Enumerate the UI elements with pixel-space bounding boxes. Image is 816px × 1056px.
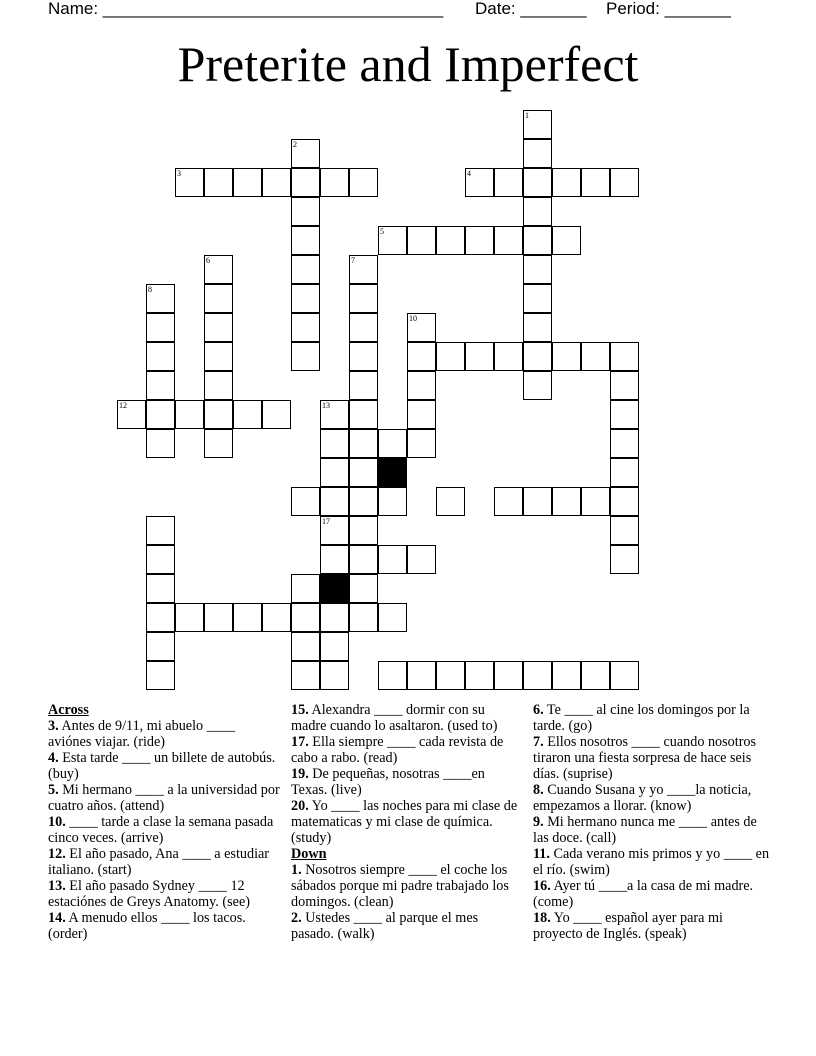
grid-cell[interactable]	[494, 342, 523, 371]
grid-cell[interactable]	[146, 603, 175, 632]
grid-cell[interactable]	[610, 458, 639, 487]
clue-item	[533, 782, 773, 814]
grid-cell[interactable]	[378, 226, 407, 255]
clue-item-number: 5.	[48, 782, 59, 798]
grid-cell[interactable]	[175, 168, 204, 197]
grid-cell[interactable]	[233, 400, 262, 429]
grid-cell[interactable]	[291, 168, 320, 197]
clue-number: 7	[351, 256, 355, 265]
grid-cell[interactable]	[552, 342, 581, 371]
clue-item	[291, 766, 523, 798]
grid-cell[interactable]	[523, 226, 552, 255]
grid-cell[interactable]	[204, 342, 233, 371]
clue-item-text: Mi hermano nunca me ____ antes de las doce. (call)	[533, 814, 757, 846]
grid-cell[interactable]	[146, 574, 175, 603]
grid-cell[interactable]	[407, 371, 436, 400]
grid-cell[interactable]	[349, 487, 378, 516]
grid-cell[interactable]	[581, 168, 610, 197]
clue-item-number: 12.	[48, 846, 66, 862]
clue-item-text: A menudo ellos ____ los tacos. (order)	[48, 910, 246, 942]
clue-item-number: 2.	[291, 910, 302, 926]
grid-cell[interactable]	[523, 284, 552, 313]
clue-item	[291, 798, 523, 846]
clue-item-number: 16.	[533, 878, 551, 894]
grid-cell[interactable]	[320, 429, 349, 458]
clue-item	[533, 846, 773, 878]
grid-cell[interactable]	[349, 168, 378, 197]
clue-item-number: 9.	[533, 814, 544, 830]
grid-cell[interactable]	[291, 255, 320, 284]
grid-cell[interactable]	[320, 168, 349, 197]
clue-item-text: Ellos nosotros ____ cuando nosotros tiraron una fiesta sorpresa de hace seis días. (suprise)	[533, 734, 757, 782]
grid-cell[interactable]	[262, 400, 291, 429]
page-title: Preterite and Imperfect	[177, 36, 639, 92]
clue-number: 6	[206, 256, 210, 265]
grid-cell[interactable]	[465, 226, 494, 255]
clues-column-1	[48, 702, 280, 942]
clues-column-3	[533, 702, 773, 942]
grid-cell[interactable]	[233, 168, 262, 197]
clue-number: 4	[467, 169, 471, 178]
grid-cell[interactable]	[407, 342, 436, 371]
grid-cell[interactable]	[465, 342, 494, 371]
grid-cell[interactable]	[349, 284, 378, 313]
grid-cell[interactable]	[407, 313, 436, 342]
grid-cell[interactable]	[494, 168, 523, 197]
grid-cell[interactable]	[175, 400, 204, 429]
grid-cell[interactable]	[291, 139, 320, 168]
grid-cell[interactable]	[291, 574, 320, 603]
grid-cell[interactable]	[320, 487, 349, 516]
grid-cell[interactable]	[436, 661, 465, 690]
grid-cell[interactable]	[349, 603, 378, 632]
grid-cell[interactable]	[320, 400, 349, 429]
clue-item-number: 18.	[533, 910, 551, 926]
clue-item-text: Esta tarde ____ un billete de autobús. (buy)	[48, 750, 276, 782]
clue-item-number: 6.	[533, 702, 544, 718]
grid-cell[interactable]	[378, 661, 407, 690]
clue-number: 5	[380, 227, 384, 236]
black-cell	[320, 574, 349, 603]
grid-cell[interactable]	[581, 487, 610, 516]
grid-cell[interactable]	[146, 661, 175, 690]
clue-item-text: Alexandra ____ dormir con su madre cuando lo asaltaron. (used to)	[291, 702, 498, 734]
grid-cell[interactable]	[146, 342, 175, 371]
grid-cell[interactable]	[407, 545, 436, 574]
grid-cell[interactable]	[378, 545, 407, 574]
clue-number: 17	[322, 517, 330, 526]
grid-cell[interactable]	[494, 226, 523, 255]
grid-cell[interactable]	[523, 110, 552, 139]
grid-cell[interactable]	[494, 487, 523, 516]
grid-cell[interactable]	[523, 197, 552, 226]
across-clue-list	[48, 718, 280, 942]
grid-cell[interactable]	[407, 661, 436, 690]
date-field[interactable]: Date: _______	[475, 0, 587, 18]
clue-item-number: 15.	[291, 702, 309, 718]
grid-cell[interactable]	[610, 400, 639, 429]
clue-item-text: ____ tarde a clase la semana pasada cinco veces. (arrive)	[48, 814, 274, 846]
grid-cell[interactable]	[523, 313, 552, 342]
clue-item	[48, 878, 280, 910]
grid-cell[interactable]	[146, 632, 175, 661]
clue-item	[48, 910, 280, 942]
grid-cell[interactable]	[204, 255, 233, 284]
grid-cell[interactable]	[407, 400, 436, 429]
grid-cell[interactable]	[436, 342, 465, 371]
grid-cell[interactable]	[146, 429, 175, 458]
grid-cell[interactable]	[610, 371, 639, 400]
grid-cell[interactable]	[146, 516, 175, 545]
clue-item-text: Ella siempre ____ cada revista de cabo a rabo. (read)	[291, 734, 504, 766]
grid-cell[interactable]	[349, 313, 378, 342]
grid-cell[interactable]	[523, 139, 552, 168]
clue-item	[291, 734, 523, 766]
grid-cell[interactable]	[291, 313, 320, 342]
grid-cell[interactable]	[349, 429, 378, 458]
period-field[interactable]: Period: _______	[606, 0, 731, 18]
clue-number: 3	[177, 169, 181, 178]
grid-cell[interactable]	[523, 342, 552, 371]
clue-item-text: El año pasado Sydney ____ 12 estaciónes de Greys Anatomy. (see)	[48, 878, 250, 910]
grid-cell[interactable]	[233, 603, 262, 632]
grid-cell[interactable]	[204, 313, 233, 342]
clue-item	[48, 750, 280, 782]
grid-cell[interactable]	[204, 284, 233, 313]
grid-cell[interactable]	[523, 487, 552, 516]
grid-cell[interactable]	[320, 545, 349, 574]
grid-cell[interactable]	[523, 661, 552, 690]
grid-cell[interactable]	[117, 400, 146, 429]
grid-cell[interactable]	[291, 487, 320, 516]
grid-cell[interactable]	[291, 226, 320, 255]
grid-cell[interactable]	[610, 487, 639, 516]
grid-cell[interactable]	[291, 661, 320, 690]
clue-item	[291, 862, 523, 910]
clue-item-text: Mi hermano ____ a la universidad por cuatro años. (attend)	[48, 782, 280, 814]
clue-number: 2	[293, 140, 297, 149]
down-heading: Down	[291, 846, 327, 862]
grid-cell[interactable]	[175, 603, 204, 632]
grid-cell[interactable]	[552, 168, 581, 197]
clues-column-2	[291, 702, 523, 942]
clue-number: 13	[322, 401, 330, 410]
grid-cell[interactable]	[291, 342, 320, 371]
grid-cell[interactable]	[320, 661, 349, 690]
grid-cell[interactable]	[523, 168, 552, 197]
grid-cell[interactable]	[320, 516, 349, 545]
clue-item-text: Ustedes ____ al parque el mes pasado. (walk)	[291, 910, 479, 942]
grid-cell[interactable]	[523, 255, 552, 284]
grid-cell[interactable]	[407, 226, 436, 255]
grid-cell[interactable]	[552, 661, 581, 690]
clue-item-text: Cada verano mis primos y yo ____ en el río. (swim)	[533, 846, 770, 878]
grid-cell[interactable]	[610, 516, 639, 545]
grid-cell[interactable]	[291, 284, 320, 313]
grid-cell[interactable]	[291, 197, 320, 226]
grid-cell[interactable]	[146, 313, 175, 342]
grid-cell[interactable]	[465, 168, 494, 197]
grid-cell[interactable]	[610, 429, 639, 458]
grid-cell[interactable]	[581, 342, 610, 371]
grid-cell[interactable]	[465, 661, 494, 690]
grid-cell[interactable]	[436, 226, 465, 255]
down-clue-list	[291, 862, 523, 942]
grid-cell[interactable]	[349, 545, 378, 574]
grid-cell[interactable]	[523, 371, 552, 400]
grid-cell[interactable]	[146, 545, 175, 574]
grid-cell[interactable]	[378, 603, 407, 632]
clue-number: 10	[409, 314, 417, 323]
grid-cell[interactable]	[349, 342, 378, 371]
clue-item-number: 8.	[533, 782, 544, 798]
grid-cell[interactable]	[552, 487, 581, 516]
clue-item	[533, 702, 773, 734]
grid-cell[interactable]	[349, 255, 378, 284]
clue-item-number: 10.	[48, 814, 66, 830]
grid-cell[interactable]	[262, 603, 291, 632]
grid-cell[interactable]	[320, 632, 349, 661]
grid-cell[interactable]	[349, 574, 378, 603]
clue-item-text: El año pasado, Ana ____ a estudiar italiano. (start)	[48, 846, 270, 878]
clue-item-text: Nosotros siempre ____ el coche los sábados porque mi padre trabajado los domingos. (clean)	[291, 862, 509, 910]
across-heading: Across	[48, 702, 89, 718]
grid-cell[interactable]	[378, 429, 407, 458]
clue-item-number: 11.	[533, 846, 550, 862]
clue-item-number: 19.	[291, 766, 309, 782]
grid-cell[interactable]	[349, 458, 378, 487]
clue-item	[48, 846, 280, 878]
grid-cell[interactable]	[349, 371, 378, 400]
grid-cell[interactable]	[610, 545, 639, 574]
clue-item	[291, 910, 523, 942]
grid-cell[interactable]	[320, 458, 349, 487]
down-clue-list-continued	[533, 702, 773, 942]
grid-cell[interactable]	[552, 226, 581, 255]
grid-cell[interactable]	[146, 371, 175, 400]
grid-cell[interactable]	[610, 661, 639, 690]
clue-item-number: 1.	[291, 862, 302, 878]
grid-cell[interactable]	[610, 342, 639, 371]
grid-cell[interactable]	[262, 168, 291, 197]
grid-cell[interactable]	[291, 603, 320, 632]
clue-item-text: Yo ____ las noches para mi clase de matematicas y mi clase de química. (study)	[291, 798, 518, 846]
clue-item	[48, 814, 280, 846]
grid-cell[interactable]	[320, 603, 349, 632]
clue-item	[291, 702, 523, 734]
grid-cell[interactable]	[610, 168, 639, 197]
grid-cell[interactable]	[204, 168, 233, 197]
grid-cell[interactable]	[407, 429, 436, 458]
clue-item	[533, 734, 773, 782]
grid-cell[interactable]	[291, 632, 320, 661]
clue-number: 12	[119, 401, 127, 410]
grid-cell[interactable]	[204, 603, 233, 632]
clue-item-number: 13.	[48, 878, 66, 894]
grid-cell[interactable]	[204, 429, 233, 458]
grid-cell[interactable]	[204, 400, 233, 429]
clue-item-number: 3.	[48, 718, 59, 734]
clue-item-text: Yo ____ español ayer para mi proyecto de Inglés. (speak)	[533, 910, 723, 942]
black-cell	[378, 458, 407, 487]
grid-cell[interactable]	[204, 371, 233, 400]
clue-item-number: 20.	[291, 798, 309, 814]
clue-item-number: 7.	[533, 734, 544, 750]
grid-cell[interactable]	[146, 400, 175, 429]
grid-cell[interactable]	[349, 400, 378, 429]
clue-item	[48, 782, 280, 814]
clue-item-text: Antes de 9/11, mi abuelo ____ aviónes viajar. (ride)	[48, 718, 236, 750]
clue-item-number: 4.	[48, 750, 59, 766]
grid-cell[interactable]	[378, 487, 407, 516]
clue-number: 1	[525, 111, 529, 120]
across-clue-list-continued	[291, 702, 523, 846]
clue-item	[533, 910, 773, 942]
clue-item	[533, 878, 773, 910]
clue-item	[533, 814, 773, 846]
clue-item-number: 17.	[291, 734, 309, 750]
clue-item	[48, 718, 280, 750]
clue-item-text: Te ____ al cine los domingos por la tarde. (go)	[533, 702, 750, 734]
clue-item-text: Cuando Susana y yo ____la noticia, empezamos a llorar. (know)	[533, 782, 752, 814]
clue-item-text: De pequeñas, nosotras ____en Texas. (live)	[291, 766, 485, 798]
name-field[interactable]: Name: ____________________________________	[48, 0, 444, 18]
clue-item-text: Ayer tú ____a la casa de mi madre. (come)	[533, 878, 754, 910]
clue-number: 8	[148, 285, 152, 294]
clue-item-number: 14.	[48, 910, 66, 926]
grid-cell[interactable]	[581, 661, 610, 690]
grid-cell[interactable]	[146, 284, 175, 313]
grid-cell[interactable]	[349, 516, 378, 545]
grid-cell[interactable]	[436, 487, 465, 516]
grid-cell[interactable]	[494, 661, 523, 690]
